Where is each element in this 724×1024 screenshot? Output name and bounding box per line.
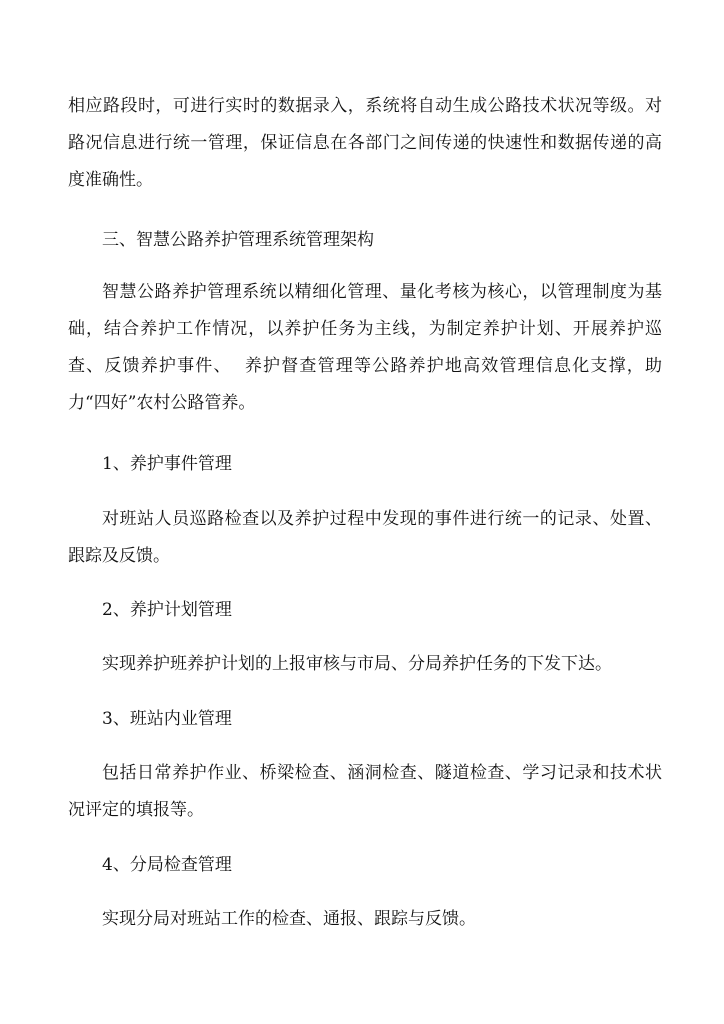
section-heading-management-architecture: 三、智慧公路养护管理系统管理架构 (102, 230, 374, 250)
maintenance-plan-description: 实现养护班养护计划的上报审核与市局、分局养护任务的下发下达。 (102, 654, 612, 674)
subheading-maintenance-event-management: 1、养护事件管理 (102, 454, 232, 474)
maintenance-event-description: 对班站人员巡路检查以及养护过程中发现的事件进行统一的记录、处置、跟踪及反馈。 (68, 509, 662, 566)
station-internal-description: 包括日常养护作业、桥梁检查、涵洞检查、隧道检查、学习记录和技术状况评定的填报等。 (68, 763, 662, 820)
branch-inspection-description: 实现分局对班站工作的检查、通报、跟踪与反馈。 (102, 909, 476, 929)
subheading-station-internal-management: 3、班站内业管理 (102, 709, 232, 729)
subheading-branch-inspection-management: 4、分局检查管理 (102, 855, 232, 875)
intro-paragraph: 相应路段时，可进行实时的数据录入，系统将自动生成公路技术状况等级。对路况信息进行统一管理，保证信息在各部门之间传递的快速性和数据传递的高度准确性。 (68, 96, 662, 190)
architecture-description-paragraph: 智慧公路养护管理系统以精细化管理、量化考核为核心，以管理制度为基础，结合养护工作情况，以养护任务为主线，为制定养护计划、开展养护巡查、反馈养护事件、 养护督查管理等公路养护地高效管理信息化支撑，助力“四好”农村公路管养。 (68, 282, 662, 413)
subheading-maintenance-plan-management: 2、养护计划管理 (102, 600, 232, 620)
